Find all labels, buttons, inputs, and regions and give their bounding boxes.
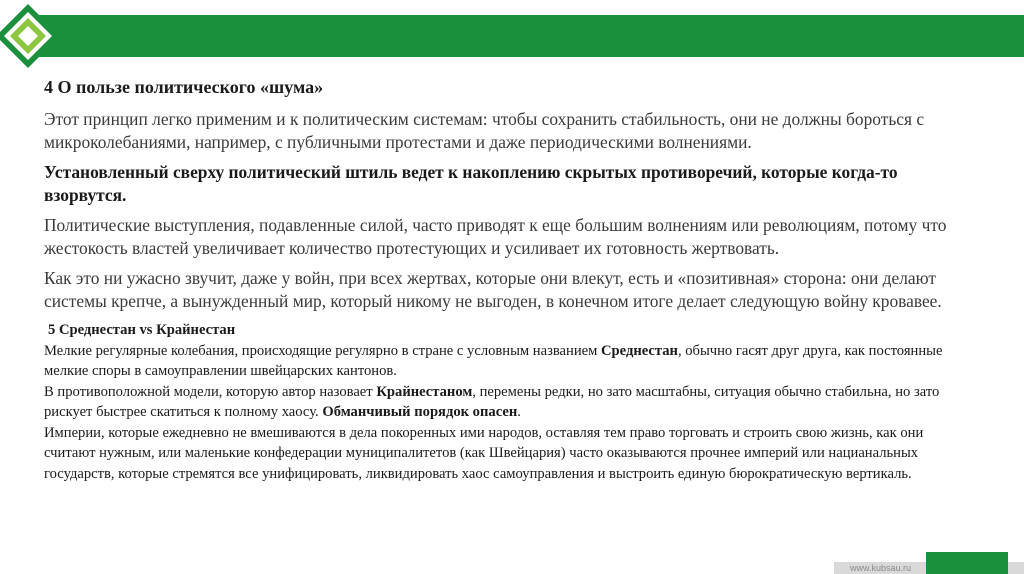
footer-site-url: www.kubsau.ru — [850, 563, 912, 573]
paragraph-4: Как это ни ужасно звучит, даже у войн, при всех жертвах, которые они влекут, есть и «позитивная» сторона: они делают системы крепче, а вынужденный мир, который никому не выгоден, в конечном итоге делает следующую войну кровавее. — [44, 268, 942, 311]
section-5-paragraph-2 — [44, 382, 974, 423]
section-5-heading: 5 Среднестан vs Крайнестан — [48, 322, 236, 338]
diamond-logo-icon — [0, 0, 62, 72]
section-4-heading: 4 О пользе политического «шума» — [44, 77, 324, 97]
section-5 — [44, 320, 974, 484]
text-run: , перемены редки, но зато масштабны, ситуация обычно стабильна, но зато рискует быстрее скатиться к полному хаосу. — [44, 383, 940, 420]
text-run: В противоположной модели, которую автор назовает — [44, 383, 377, 400]
term-krainestan: Крайнестаном — [376, 383, 473, 400]
paragraph-1: Этот принцип легко применим и к политическим системам: чтобы сохранить стабильность, они не должны бороться с микроколебаниями, например, с публичными протестами и даже периодическими волнениями. — [44, 109, 925, 152]
text-run: Мелкие регулярные колебания, происходящие регулярно в стране с условным названием — [44, 342, 602, 359]
emphasis-deceptive-order: Обманчивый порядок опасен — [322, 404, 518, 420]
paragraph-3: Политические выступления, подавленные силой, часто приводят к еще большим волнениям или революциям, потому что жестокость властей увеличивает количество протестующих и усиливает их готовность жертвовать. — [44, 215, 947, 258]
text-run: , обычно гасят друг друга, как постоянные мелкие споры в самоуправлении швейцарских кантонов. — [44, 342, 943, 379]
text-run: . — [517, 404, 521, 420]
section-5-paragraph-3: Империи, которые ежедневно не вмешиваются в дела покоренных ими народов, оставляя тем право торговать и строить свою жизнь, как они считают нужным, или маленькие конфедерации муниципалитетов (как Швейцария) часто оказываются прочнее империй или нацианальных государств, которые стремятся все унифицировать, ликвидировать хаос самоуправления и выстроить единую бюрократическую вертикаль. — [44, 424, 924, 482]
term-srednestan: Среднестан — [601, 342, 678, 359]
header-bar — [30, 15, 1024, 57]
slide-content — [44, 76, 974, 484]
section-5-paragraph-1 — [44, 341, 974, 382]
paragraph-2-emphasis: Установленный сверху политический штиль ведет к накоплению скрытых противоречий, которые когда-то взорвутся. — [44, 162, 898, 205]
